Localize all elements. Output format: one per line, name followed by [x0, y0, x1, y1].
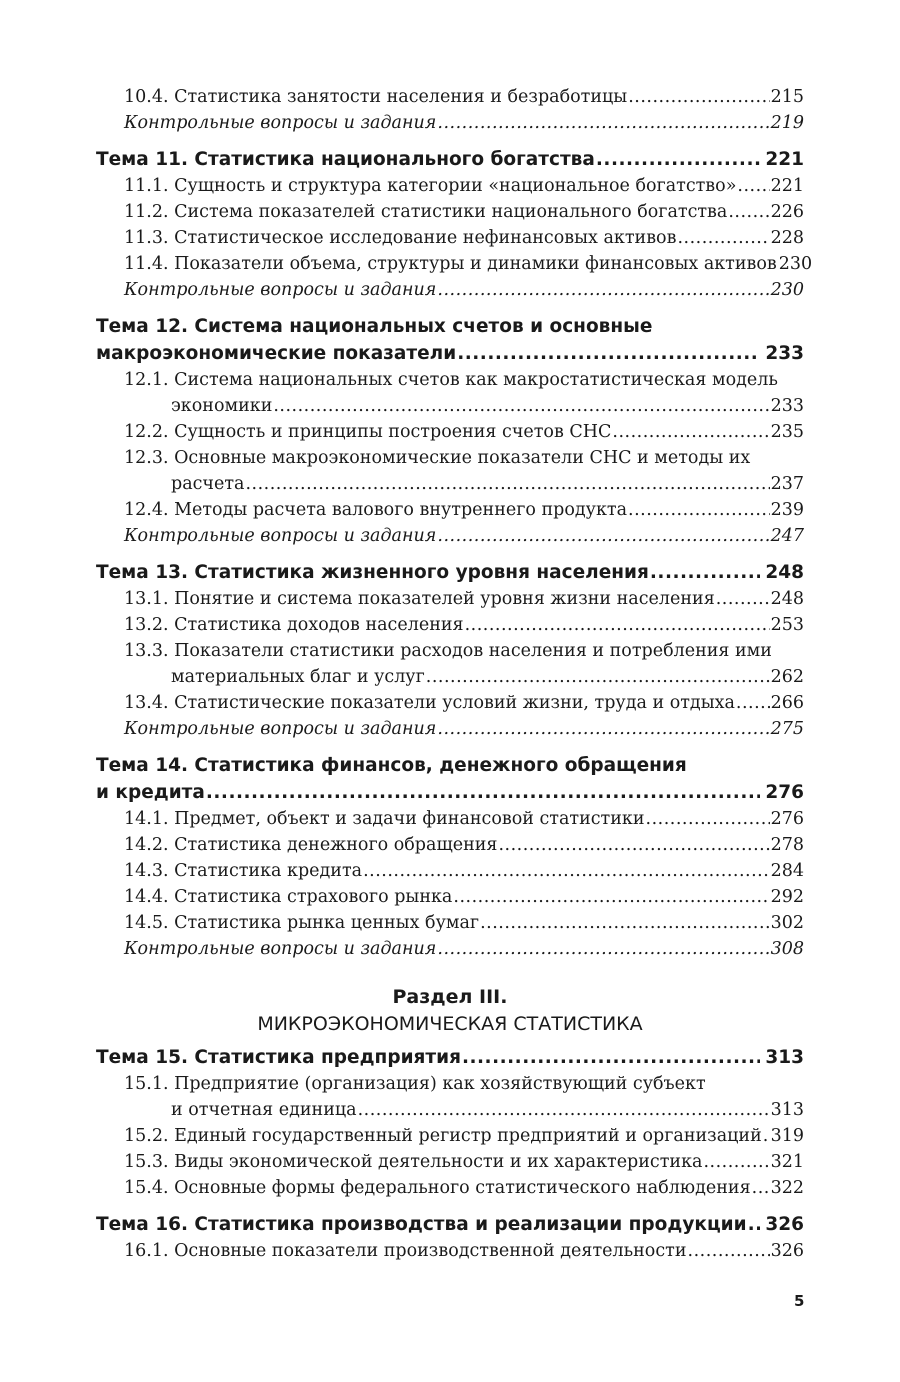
toc-entry-12-3[interactable]	[96, 471, 804, 497]
section-heading	[96, 984, 804, 1038]
toc-entry-page: 278	[770, 835, 804, 855]
toc-entry-page: 276	[770, 809, 804, 829]
toc-entry-page: 239	[770, 500, 804, 520]
toc-leader-dots	[628, 497, 770, 523]
toc-entry-11-3[interactable]	[96, 225, 804, 251]
toc-entry-15-1[interactable]	[96, 1097, 804, 1123]
toc-entry-page: 230	[778, 254, 813, 274]
toc-entry-page: 237	[770, 474, 804, 494]
toc-theme-13[interactable]	[96, 559, 804, 586]
toc-entry-title: и отчетная единица	[171, 1100, 357, 1120]
toc-entry-page: 235	[770, 422, 804, 442]
toc-leader-dots	[612, 419, 769, 445]
toc-leader-dots	[763, 1123, 770, 1149]
toc-leader-dots	[437, 716, 769, 742]
toc-entry-14-2[interactable]	[96, 832, 804, 858]
toc-entry-15-4[interactable]	[96, 1175, 804, 1201]
toc-entry-page: 302	[770, 913, 804, 933]
toc-entry-title: Контрольные вопросы и задания	[124, 280, 437, 300]
toc-leader-dots	[363, 858, 770, 884]
toc-entry-title: 14.2. Статистика денежного обращения	[124, 835, 498, 855]
toc-entry-title: Контрольные вопросы и задания	[124, 719, 437, 739]
toc-leader-dots	[646, 806, 770, 832]
toc-entry-14-3[interactable]	[96, 858, 804, 884]
toc-entry-title: расчета	[171, 474, 245, 494]
toc-theme-title: макроэкономические показатели	[96, 343, 457, 364]
toc-entry-title: 14.1. Предмет, объект и задачи финансовой статистики	[124, 809, 645, 829]
toc-leader-dots	[628, 84, 769, 110]
toc-theme-12[interactable]	[96, 340, 804, 367]
toc-entry-15-2[interactable]	[96, 1123, 804, 1149]
toc-entry-title: Контрольные вопросы и задания	[124, 113, 437, 133]
toc-entry-title: 14.5. Статистика рынка ценных бумаг	[124, 913, 480, 933]
toc-entry-page: 319	[770, 1126, 804, 1146]
table-of-contents	[96, 84, 813, 1264]
toc-entry-page: 219	[770, 113, 804, 133]
toc-leader-dots	[728, 199, 769, 225]
toc-entry-title: 11.2. Система показателей статистики национального богатства	[124, 202, 728, 222]
toc-entry-title: 14.3. Статистика кредита	[124, 861, 363, 881]
toc-theme-page: 221	[765, 149, 804, 170]
toc-leader-dots	[437, 936, 769, 962]
toc-entry-13-4[interactable]	[96, 690, 804, 716]
toc-theme-14[interactable]	[96, 779, 804, 806]
toc-entry-page: 292	[770, 887, 804, 907]
toc-entry-title: экономики	[171, 396, 273, 416]
toc-entry-page: 321	[770, 1152, 804, 1172]
toc-entry-title: 15.4. Основные формы федерального статистического наблюдения	[124, 1178, 751, 1198]
toc-theme-page: 313	[765, 1047, 804, 1068]
toc-leader-dots	[273, 393, 769, 419]
toc-leader-dots	[498, 832, 769, 858]
toc-entry-control-questions[interactable]	[96, 110, 804, 136]
toc-leader-dots	[245, 471, 769, 497]
toc-leader-dots	[206, 779, 761, 806]
toc-theme-title: и кредита	[96, 782, 205, 803]
toc-theme-12-title-line1[interactable]: Тема 12. Система национальных счетов и основные	[96, 316, 653, 337]
toc-entry-page: 275	[770, 719, 804, 739]
toc-entry-10-4[interactable]	[96, 84, 804, 110]
toc-entry-page: 308	[770, 939, 804, 959]
toc-theme-11[interactable]	[96, 146, 804, 173]
toc-leader-dots	[677, 225, 769, 251]
toc-entry-13-2[interactable]	[96, 612, 804, 638]
toc-entry-12-4[interactable]	[96, 497, 804, 523]
toc-theme-page: 248	[765, 562, 804, 583]
toc-entry-control-questions[interactable]	[96, 716, 804, 742]
toc-leader-dots	[716, 586, 770, 612]
toc-entry-title: 11.3. Статистическое исследование нефинансовых активов	[124, 228, 677, 248]
toc-entry-control-questions[interactable]	[96, 523, 804, 549]
toc-leader-dots	[748, 1211, 761, 1238]
toc-entry-16-1[interactable]	[96, 1238, 804, 1264]
toc-entry-title: 10.4. Статистика занятости населения и безработицы	[124, 87, 628, 107]
toc-entry-title: 12.2. Сущность и принципы построения счетов СНС	[124, 422, 612, 442]
toc-entry-title: материальных благ и услуг	[171, 667, 425, 687]
toc-entry-page: 233	[770, 396, 804, 416]
toc-leader-dots	[437, 110, 769, 136]
toc-entry-13-1[interactable]	[96, 586, 804, 612]
toc-entry-page: 266	[770, 693, 804, 713]
toc-entry-12-3-line1[interactable]: 12.3. Основные макроэкономические показатели СНС и методы их	[124, 448, 751, 468]
toc-entry-15-3[interactable]	[96, 1149, 804, 1175]
toc-entry-page: 226	[770, 202, 804, 222]
toc-theme-title: Тема 13. Статистика жизненного уровня населения	[96, 562, 649, 583]
toc-leader-dots	[737, 173, 769, 199]
toc-entry-page: 247	[770, 526, 804, 546]
toc-entry-page: 322	[770, 1178, 804, 1198]
toc-entry-14-5[interactable]	[96, 910, 804, 936]
toc-entry-13-3-line1[interactable]: 13.3. Показатели статистики расходов населения и потребления ими	[124, 641, 772, 661]
toc-theme-page: 276	[765, 782, 804, 803]
toc-leader-dots	[437, 277, 769, 303]
toc-leader-dots	[437, 523, 769, 549]
toc-entry-title: 15.2. Единый государственный регистр предприятий и организаций	[124, 1126, 762, 1146]
toc-leader-dots	[462, 1044, 760, 1071]
toc-theme-16[interactable]	[96, 1211, 804, 1238]
toc-entry-page: 326	[770, 1241, 804, 1261]
toc-entry-title: 13.2. Статистика доходов населения	[124, 615, 464, 635]
toc-entry-14-1[interactable]	[96, 806, 804, 832]
toc-theme-page: 326	[765, 1214, 804, 1235]
toc-entry-11-1[interactable]	[96, 173, 804, 199]
toc-entry-control-questions[interactable]	[96, 277, 804, 303]
toc-entry-15-1-line1[interactable]: 15.1. Предприятие (организация) как хозяйствующий субъект	[124, 1074, 706, 1094]
toc-entry-page: 230	[770, 280, 804, 300]
toc-entry-page: 284	[770, 861, 804, 881]
toc-theme-title: Тема 15. Статистика предприятия	[96, 1047, 461, 1068]
toc-entry-title: 13.4. Статистические показатели условий жизни, труда и отдыха	[124, 693, 735, 713]
toc-entry-title: Контрольные вопросы и задания	[124, 526, 437, 546]
toc-theme-15[interactable]	[96, 1044, 804, 1071]
toc-theme-page: 233	[765, 343, 804, 364]
toc-entry-11-4[interactable]	[96, 251, 813, 277]
toc-entry-title: 16.1. Основные показатели производственной деятельности	[124, 1241, 687, 1261]
toc-leader-dots	[465, 612, 770, 638]
toc-leader-dots	[596, 146, 760, 173]
toc-entry-title: 11.4. Показатели объема, структуры и динамики финансовых активов	[124, 254, 777, 274]
toc-entry-page: 248	[770, 589, 804, 609]
toc-entry-title: 12.4. Методы расчета валового внутреннего продукта	[124, 500, 628, 520]
toc-entry-page: 313	[770, 1100, 804, 1120]
toc-entry-title: 11.1. Сущность и структура категории «национальное богатство»	[124, 176, 737, 196]
toc-entry-page: 221	[770, 176, 804, 196]
toc-entry-control-questions[interactable]	[96, 936, 804, 962]
toc-entry-title: Контрольные вопросы и задания	[124, 939, 437, 959]
toc-entry-page: 253	[770, 615, 804, 635]
toc-leader-dots	[752, 1175, 770, 1201]
toc-leader-dots	[650, 559, 760, 586]
toc-theme-14-title-line1[interactable]: Тема 14. Статистика финансов, денежного обращения	[96, 755, 687, 776]
toc-leader-dots	[736, 690, 770, 716]
toc-entry-12-1-line1[interactable]: 12.1. Система национальных счетов как макростатистическая модель	[124, 370, 778, 390]
toc-leader-dots	[426, 664, 770, 690]
toc-entry-title: 15.3. Виды экономической деятельности и их характеристика	[124, 1152, 703, 1172]
toc-entry-page: 228	[770, 228, 804, 248]
toc-leader-dots	[358, 1097, 770, 1123]
toc-leader-dots	[480, 910, 770, 936]
toc-entry-14-4[interactable]	[96, 884, 804, 910]
toc-entry-title: 13.1. Понятие и система показателей уровня жизни населения	[124, 589, 715, 609]
toc-entry-page: 262	[770, 667, 804, 687]
toc-leader-dots	[688, 1238, 770, 1264]
toc-entry-12-2[interactable]	[96, 419, 804, 445]
section-title: МИКРОЭКОНОМИЧЕСКАЯ СТАТИСТИКА	[257, 1013, 643, 1035]
toc-leader-dots	[703, 1149, 769, 1175]
toc-theme-title: Тема 16. Статистика производства и реализации продукции	[96, 1214, 747, 1235]
toc-entry-page: 215	[770, 87, 804, 107]
toc-theme-title: Тема 11. Статистика национального богатства	[96, 149, 595, 170]
toc-entry-13-3[interactable]	[96, 664, 804, 690]
toc-leader-dots	[457, 340, 760, 367]
toc-entry-11-2[interactable]	[96, 199, 804, 225]
toc-entry-title: 14.4. Статистика страхового рынка	[124, 887, 453, 907]
page-number: 5	[794, 1292, 805, 1310]
section-number: Раздел III.	[392, 986, 508, 1008]
toc-entry-12-1[interactable]	[96, 393, 804, 419]
toc-leader-dots	[453, 884, 769, 910]
